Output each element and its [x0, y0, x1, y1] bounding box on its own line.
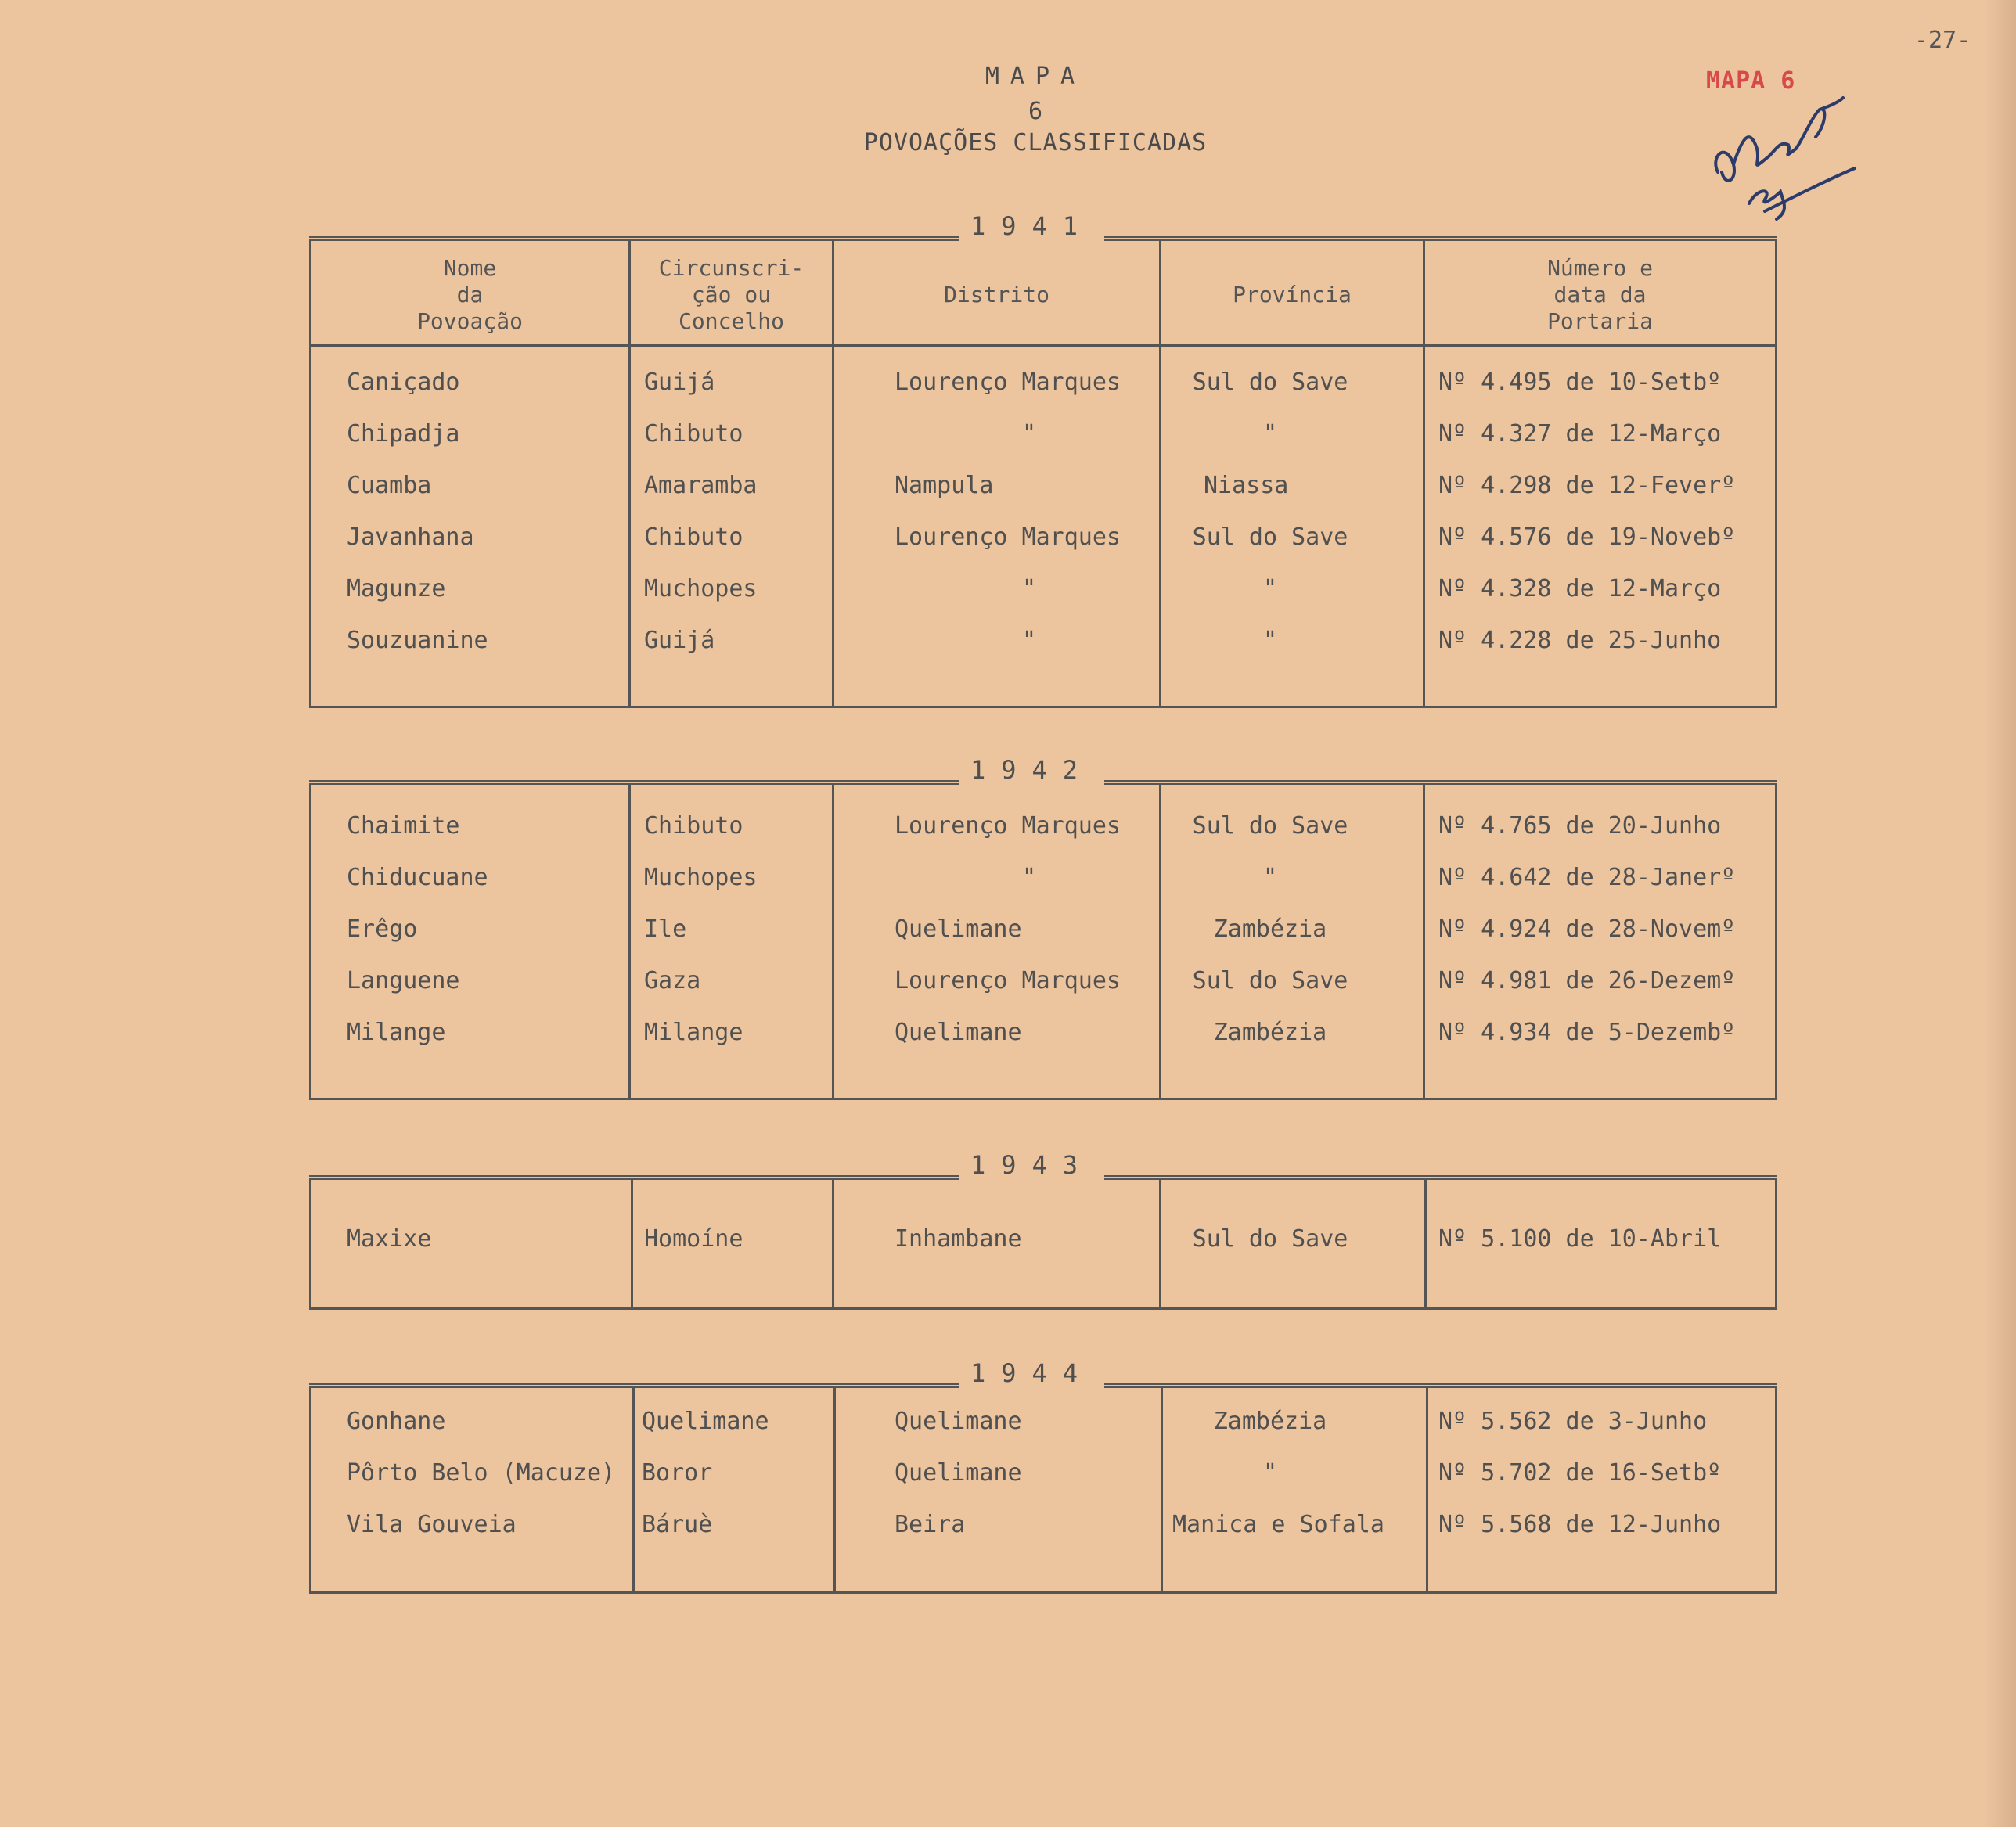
- cell-portaria: Nº 4.934 de 5-Dezembº: [1438, 1019, 1736, 1046]
- table-row: [311, 1396, 1775, 1448]
- cell-distrito: ": [1022, 420, 1037, 448]
- cell-nome: Souzuanine: [347, 627, 488, 654]
- cell-distrito: ": [1022, 627, 1037, 654]
- table-row: [311, 1007, 1775, 1059]
- cell-circunscricao: Chibuto: [644, 420, 743, 448]
- column-header-provincia: Província: [1233, 282, 1352, 307]
- cell-nome: Caniçado: [347, 369, 460, 396]
- column-header-nome: Nome da Povoação: [417, 255, 523, 334]
- cell-distrito: Lourenço Marques: [895, 369, 1121, 396]
- cell-circunscricao: Muchopes: [644, 864, 758, 891]
- cell-distrito: Inhambane: [895, 1225, 1022, 1253]
- cell-circunscricao: Amaramba: [644, 472, 758, 499]
- table-row: [311, 563, 1775, 615]
- red-stamp: MAPA 6: [1706, 67, 1796, 95]
- table-row: [311, 1499, 1775, 1551]
- column-header-row: [311, 241, 1775, 347]
- cell-portaria: Nº 5.100 de 10-Abril: [1438, 1225, 1722, 1253]
- cell-portaria: Nº 4.495 de 10-Setbº: [1438, 369, 1722, 396]
- map-title: MAPA: [985, 63, 1086, 90]
- cell-circunscricao: Boror: [642, 1459, 713, 1487]
- cell-portaria: Nº 4.298 de 12-Feverº: [1438, 472, 1736, 499]
- year-label: 1943: [959, 1150, 1104, 1180]
- page-number: -27-: [1914, 27, 1971, 54]
- cell-circunscricao: Chibuto: [644, 523, 743, 551]
- cell-provincia: ": [1262, 575, 1278, 602]
- table-row: [311, 408, 1775, 460]
- table-row: [311, 1214, 1775, 1265]
- cell-nome: Magunze: [347, 575, 446, 602]
- cell-portaria: Nº 4.981 de 26-Dezemº: [1438, 967, 1736, 994]
- column-header-portaria: Número e data da Portaria: [1547, 255, 1653, 334]
- cell-distrito: Quelimane: [895, 915, 1022, 943]
- cell-portaria: Nº 4.642 de 28-Janerº: [1438, 864, 1736, 891]
- cell-provincia: ": [1262, 1459, 1278, 1487]
- cell-provincia: Zambézia: [1213, 1019, 1327, 1046]
- cell-provincia: Sul do Save: [1192, 523, 1348, 551]
- table-row: [311, 512, 1775, 563]
- cell-nome: Chipadja: [347, 420, 460, 448]
- cell-portaria: Nº 5.568 de 12-Junho: [1438, 1511, 1722, 1538]
- cell-portaria: Nº 4.924 de 28-Novemº: [1438, 915, 1736, 943]
- cell-nome: Languene: [347, 967, 460, 994]
- cell-provincia: Sul do Save: [1192, 369, 1348, 396]
- cell-provincia: Sul do Save: [1192, 812, 1348, 840]
- cell-circunscricao: Gaza: [644, 967, 701, 994]
- cell-portaria: Nº 4.228 de 25-Junho: [1438, 627, 1722, 654]
- cell-nome: Maxixe: [347, 1225, 432, 1253]
- table-1944: [309, 1358, 1777, 1594]
- cell-nome: Pôrto Belo (Macuze): [347, 1459, 616, 1487]
- cell-nome: Chaimite: [347, 812, 460, 840]
- year-label: 1941: [959, 211, 1104, 241]
- cell-nome: Milange: [347, 1019, 446, 1046]
- cell-circunscricao: Báruè: [642, 1511, 713, 1538]
- table-1942: [309, 755, 1777, 1100]
- table-row: [311, 800, 1775, 852]
- table-row: [311, 357, 1775, 408]
- cell-portaria: Nº 4.765 de 20-Junho: [1438, 812, 1722, 840]
- cell-distrito: Lourenço Marques: [895, 523, 1121, 551]
- cell-distrito: Nampula: [895, 472, 994, 499]
- cell-distrito: Lourenço Marques: [895, 812, 1121, 840]
- cell-nome: Javanhana: [347, 523, 474, 551]
- cell-distrito: Quelimane: [895, 1408, 1022, 1435]
- cell-circunscricao: Guijá: [644, 627, 715, 654]
- map-number: 6: [1028, 98, 1043, 125]
- cell-nome: Erêgo: [347, 915, 418, 943]
- cell-provincia: Sul do Save: [1192, 1225, 1348, 1253]
- cell-portaria: Nº 4.576 de 19-Novebº: [1438, 523, 1736, 551]
- table-row: [311, 1448, 1775, 1499]
- year-label: 1942: [959, 755, 1104, 785]
- cell-portaria: Nº 4.327 de 12-Março: [1438, 420, 1722, 448]
- cell-provincia: ": [1262, 627, 1278, 654]
- cell-distrito: Quelimane: [895, 1459, 1022, 1487]
- table-1943: [309, 1150, 1777, 1310]
- cell-nome: Gonhane: [347, 1408, 446, 1435]
- cell-nome: Chiducuane: [347, 864, 488, 891]
- map-subtitle: POVOAÇÕES CLASSIFICADAS: [863, 129, 1208, 156]
- cell-provincia: ": [1262, 420, 1278, 448]
- cell-circunscricao: Muchopes: [644, 575, 758, 602]
- cell-circunscricao: Ile: [644, 915, 687, 943]
- table-row: [311, 955, 1775, 1007]
- cell-circunscricao: Homoíne: [644, 1225, 743, 1253]
- cell-nome: Cuamba: [347, 472, 432, 499]
- cell-provincia: Zambézia: [1213, 1408, 1327, 1435]
- table-row: [311, 852, 1775, 904]
- cell-provincia: Sul do Save: [1192, 967, 1348, 994]
- table-1941: [309, 211, 1777, 708]
- cell-portaria: Nº 5.562 de 3-Junho: [1438, 1408, 1708, 1435]
- cell-circunscricao: Milange: [644, 1019, 743, 1046]
- table-row: [311, 904, 1775, 955]
- cell-provincia: Manica e Sofala: [1172, 1511, 1384, 1538]
- cell-provincia: Niassa: [1204, 472, 1289, 499]
- cell-portaria: Nº 5.702 de 16-Setbº: [1438, 1459, 1722, 1487]
- cell-distrito: ": [1022, 864, 1037, 891]
- year-label: 1944: [959, 1358, 1104, 1388]
- cell-provincia: Zambézia: [1213, 915, 1327, 943]
- page-edge: [1985, 0, 2016, 1827]
- table-row: [311, 460, 1775, 512]
- cell-circunscricao: Guijá: [644, 369, 715, 396]
- cell-distrito: Quelimane: [895, 1019, 1022, 1046]
- cell-distrito: Lourenço Marques: [895, 967, 1121, 994]
- table-row: [311, 615, 1775, 667]
- cell-distrito: Beira: [895, 1511, 966, 1538]
- column-header-circunscricao: Circunscri- ção ou Concelho: [658, 255, 805, 334]
- cell-circunscricao: Quelimane: [642, 1408, 769, 1435]
- cell-nome: Vila Gouveia: [347, 1511, 517, 1538]
- cell-portaria: Nº 4.328 de 12-Março: [1438, 575, 1722, 602]
- cell-distrito: ": [1022, 575, 1037, 602]
- column-header-distrito: Distrito: [944, 282, 1049, 307]
- cell-provincia: ": [1262, 864, 1278, 891]
- cell-circunscricao: Chibuto: [644, 812, 743, 840]
